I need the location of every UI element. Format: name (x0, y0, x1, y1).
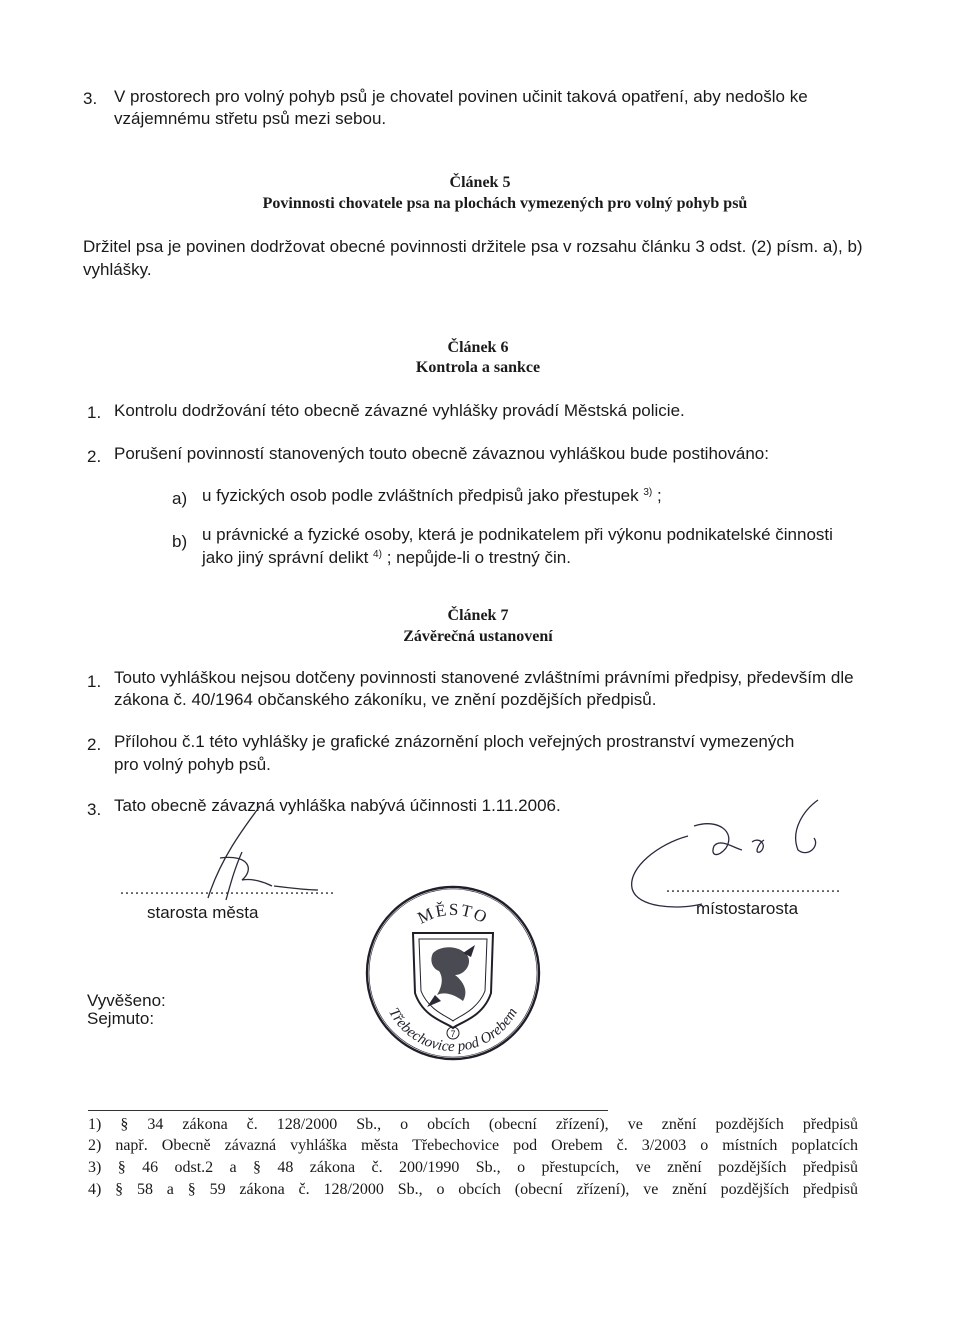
article6-b-line2 (202, 547, 571, 568)
stamp-number: 7 (450, 1029, 456, 1039)
signature-label-mayor: starosta města (147, 903, 259, 922)
svg-text:MĚSTO (415, 900, 492, 928)
article6-a-body: u fyzických osob podle zvláštních předpisů jako přestupek (202, 486, 639, 505)
footnote-2: 2) např. Obecně závazná vyhláška města Třebechovice pod Orebem č. 3/2003 o místních poplatcích (88, 1137, 858, 1154)
stamp-top-text: MĚSTO (414, 899, 492, 928)
article7-p2-number: 2. (87, 735, 102, 754)
article7-p3-number: 3. (87, 800, 102, 819)
para3-number: 3. (83, 89, 98, 108)
mayor-signature (190, 800, 330, 910)
article6-b-line2-post: ; nepůjde-li o trestný čin. (386, 548, 571, 567)
article5-title: Povinnosti chovatele psa na plochách vymezených pro volný pohyb psů (262, 195, 748, 212)
article7-p1-line1: Touto vyhláškou nejsou dotčeny povinnosti stanovené zvláštními právními předpisy, především dle (114, 668, 854, 687)
article5-text-line2: vyhlášky. (83, 260, 152, 279)
article6-a-label: a) (172, 489, 188, 508)
para3-line2: vzájemnému střetu psů mezi sebou. (114, 109, 387, 128)
city-stamp (363, 883, 543, 1063)
footnote-4: 4) § 58 a § 59 zákona č. 128/2000 Sb., o obcích (obecní zřízení), ve znění pozdějších předpisů (88, 1181, 858, 1198)
article6-p1-number: 1. (87, 403, 102, 422)
stamp-bottom-text: Třebechovice pod Orebem (385, 1005, 521, 1056)
article6-p2: Porušení povinností stanovených touto obecně závaznou vyhláškou bude postihováno: (114, 444, 769, 463)
article7-p2-line2: pro volný pohyb psů. (114, 755, 271, 774)
article6-b-label: b) (172, 532, 188, 551)
article6-b-line2-pre: jako jiný správní delikt (202, 548, 369, 567)
article7-p1-line2: zákona č. 40/1964 občanského zákoníku, ve znění pozdějších předpisů. (114, 690, 657, 709)
deputy-signature (618, 796, 838, 918)
article6-p2-number: 2. (87, 447, 102, 466)
para3-line1: V prostorech pro volný pohyb psů je chovatel povinen učinit taková opatření, aby nedošlo ke (114, 87, 808, 106)
article6-b-sup: 4) (373, 549, 382, 560)
article6-a-sup: 3) (643, 487, 653, 498)
posted-label: Vyvěšeno: (87, 991, 166, 1010)
article5-heading: Článek 5 (449, 174, 511, 191)
article6-b-line1: u právnické a fyzické osoby, která je podnikatelem při výkonu podnikatelské činnosti (202, 525, 833, 544)
article7-p2-line1: Přílohou č.1 této vyhlášky je grafické znázornění ploch veřejných prostranství vymezených (114, 732, 795, 751)
signature-dots-right: ................................... (666, 879, 841, 896)
signature-label-deputy: místostarosta (696, 899, 799, 918)
footnote-3: 3) § 46 odst.2 a § 48 zákona č. 200/1990 Sb., o přestupcích, ve znění pozdějších předpisů (88, 1159, 858, 1176)
article7-heading: Článek 7 (447, 607, 509, 624)
article6-a-text (202, 485, 662, 506)
article6-heading: Článek 6 (447, 339, 509, 356)
article7-p1-number: 1. (87, 672, 102, 691)
removed-label: Sejmuto: (87, 1009, 155, 1028)
article7-p3: Tato obecně závazná vyhláška nabývá účinnosti 1.11.2006. (114, 796, 561, 815)
footnote-rule (88, 1110, 608, 1111)
signature-dots-left: ........................................... (120, 881, 335, 898)
article5-text-line1: Držitel psa je povinen dodržovat obecné povinnosti držitele psa v rozsahu článku 3 odst. (2) písm. a), b) (83, 237, 863, 256)
article7-title: Závěrečná ustanovení (403, 628, 553, 645)
article6-a-end: ; (656, 486, 662, 505)
article6-p1: Kontrolu dodržování této obecně závazné vyhlášky provádí Městská policie. (114, 401, 685, 420)
article6-title: Kontrola a sankce (415, 359, 541, 376)
footnote-1: 1) § 34 zákona č. 128/2000 Sb., o obcích (obecní zřízení), ve znění pozdějších předpisů (88, 1116, 858, 1133)
